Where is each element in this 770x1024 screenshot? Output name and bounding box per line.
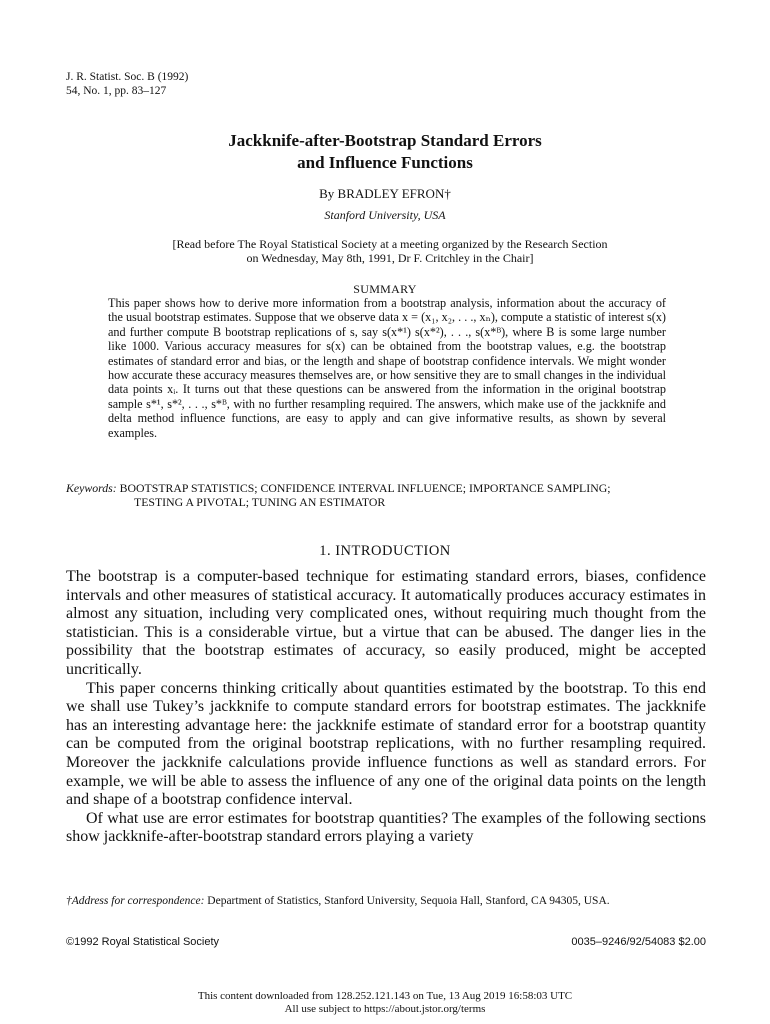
paragraph-1: The bootstrap is a computer-based technique for estimating standard errors, biases, confidence intervals and other measures of statistical accuracy. It automatically produces accuracy estimates in almost any situation, including very complicated ones, without requiring much thought from the statistician. This is a considerable virtue, but a virtue that can be abused. The danger lies in the possibility that the bootstrap estimates of accuracy, so easily produced, might be accepted uncritically.	[66, 568, 706, 678]
keywords	[66, 481, 716, 509]
journal-line-2: 54, No. 1, pp. 83–127	[66, 85, 167, 97]
paragraph-3: Of what use are error estimates for bootstrap quantities? The examples of the following sections show jackknife-after-bootstrap standard errors playing a variety	[66, 809, 706, 846]
summary-text: This paper shows how to derive more information from a bootstrap analysis, information about the accuracy of the usual bootstrap estimates. Suppose that we observe data x = (x₁, x₂, . . ., xₙ), compute a statistic of interest s(x) and further compute B bootstrap replications of s, say s(x*¹) s(x*²), . . ., s(x*ᴮ), where B is some large number like 1000. Various accuracy measures for s(x) can be obtained from the bootstrap values, e.g. the bootstrap estimates of standard error and bias, or the length and shape of bootstrap confidence intervals. We might wonder how accurate these accuracy measures themselves are, or how sensitive they are to small changes in the individual data points xᵢ. It turns out that these questions can be answered from the information in the original bootstrap sample s*¹, s*², . . ., s*ᴮ, with no further resampling required. The answers, which make use of the jackknife and delta method influence functions, are easy to apply and can give informative results, as shown by several examples.	[108, 296, 666, 440]
author-byline: By BRADLEY EFRON†	[319, 186, 451, 201]
keywords-line-1: BOOTSTRAP STATISTICS; CONFIDENCE INTERVAL INFLUENCE; IMPORTANCE SAMPLING;	[119, 481, 611, 495]
read-before-line-2: on Wednesday, May 8th, 1991, Dr F. Critchley in the Chair]	[246, 251, 534, 265]
keywords-line-2: TESTING A PIVOTAL; TUNING AN ESTIMATOR	[134, 495, 386, 509]
introduction-body	[66, 568, 706, 847]
download-notice	[0, 990, 770, 1015]
footnote-text: Department of Statistics, Stanford University, Sequoia Hall, Stanford, CA 94305, USA.	[207, 895, 610, 907]
journal-line-1: J. R. Statist. Soc. B (1992)	[66, 71, 189, 83]
title-line-2: and Influence Functions	[297, 153, 473, 172]
title-line-1: Jackknife-after-Bootstrap Standard Errors	[228, 131, 542, 150]
footnote-label: †Address for correspondence:	[66, 895, 205, 907]
paper-title	[0, 130, 770, 174]
read-before-line-1: [Read before The Royal Statistical Society at a meeting organized by the Research Section	[172, 237, 608, 251]
download-line-1: This content downloaded from 128.252.121.143 on Tue, 13 Aug 2019 16:58:03 UTC	[197, 990, 573, 1002]
read-before-note	[120, 237, 660, 265]
keywords-label: Keywords:	[66, 481, 117, 495]
terms-link[interactable]: All use subject to https://about.jstor.org/terms	[284, 1002, 486, 1015]
paragraph-2: This paper concerns thinking critically about quantities estimated by the bootstrap. To this end we shall use Tukey’s jackknife to compute standard errors for bootstrap estimates. The jackknife has an interesting advantage here: the jackknife estimate of standard error for a bootstrap quantity can be computed from the original bootstrap replications, with no further resampling required. Moreover the jackknife calculations provide influence functions as well as standard errors. For example, we will be able to assess the influence of any one of the original data points on the length and shape of a bootstrap confidence interval.	[66, 679, 706, 809]
footnote	[66, 894, 706, 908]
section-heading: 1. INTRODUCTION	[319, 543, 451, 559]
journal-citation	[66, 70, 188, 98]
issn-price: 0035–9246/92/54083 $2.00	[571, 936, 706, 948]
summary-heading: SUMMARY	[353, 282, 417, 296]
copyright-line	[66, 936, 706, 948]
author-affiliation: Stanford University, USA	[324, 208, 446, 222]
copyright-holder: ©1992 Royal Statistical Society	[66, 936, 220, 948]
